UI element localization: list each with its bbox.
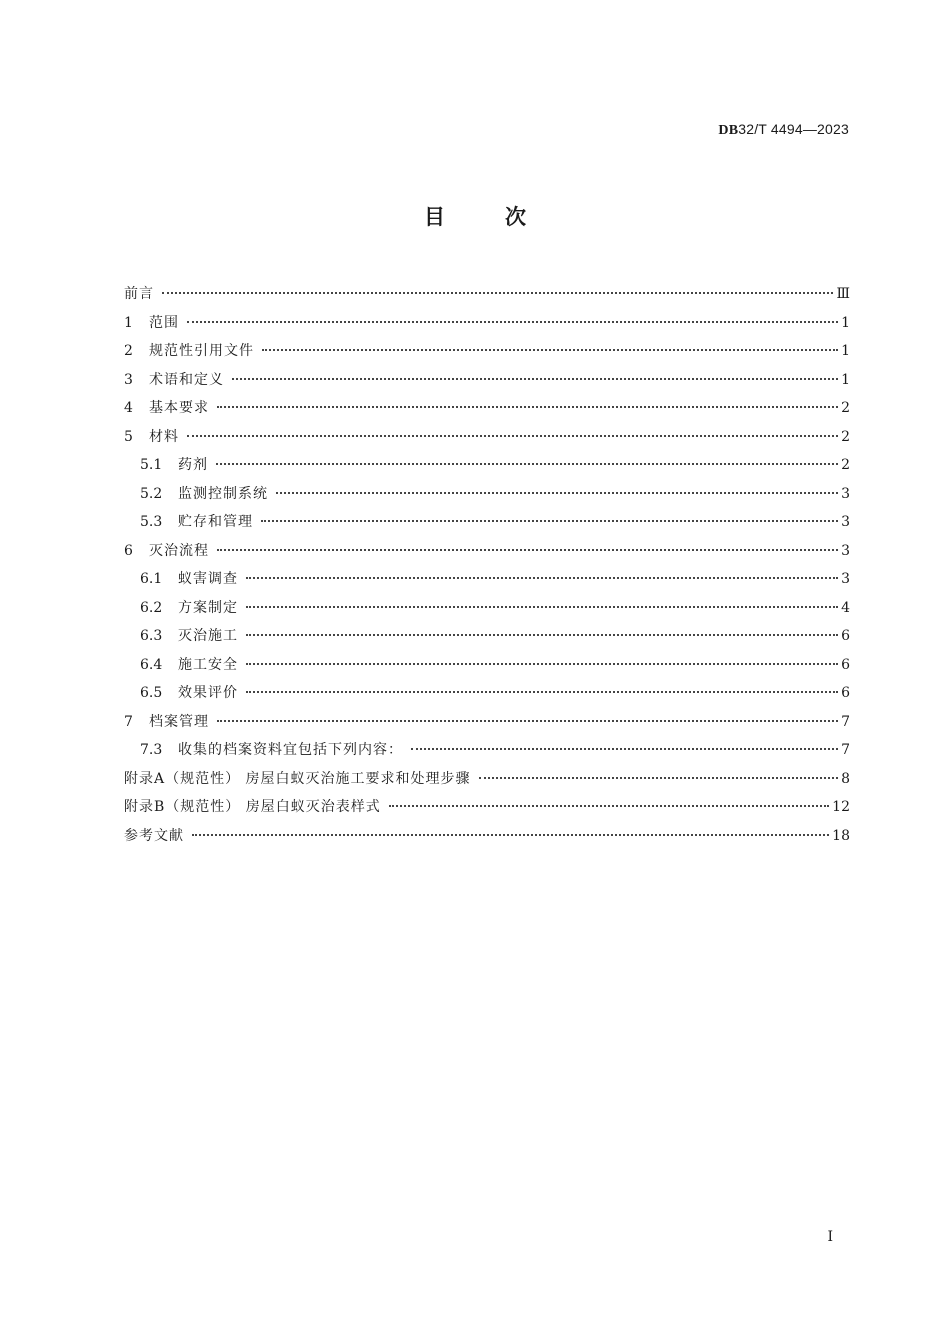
toc-entry-label: 收集的档案资料宜包括下列内容：: [178, 742, 403, 758]
toc-entry-label: 方案制定: [178, 599, 238, 616]
toc-entry[interactable]: [124, 508, 850, 537]
toc-entry[interactable]: [124, 537, 850, 566]
toc-entry[interactable]: [124, 480, 850, 509]
toc-entry-label: 基本要求: [149, 400, 209, 416]
toc-leader-dots: [411, 748, 838, 750]
toc-leader-dots: [192, 834, 829, 836]
toc-leader-dots: [246, 691, 838, 693]
toc-entry-number: 7.3: [140, 742, 163, 758]
toc-entry-page: 3: [841, 571, 850, 587]
toc-entry-label: 档案管理: [149, 713, 209, 730]
toc-leader-dots: [246, 577, 838, 579]
toc-entry[interactable]: [124, 651, 850, 680]
toc-leader-dots: [216, 463, 838, 465]
toc-entry-page: 1: [841, 343, 850, 359]
toc-leader-dots: [246, 663, 838, 665]
toc-entry-page: 6: [841, 685, 850, 701]
toc-entry-label: 术语和定义: [149, 371, 224, 388]
toc-entry-page: Ⅲ: [836, 286, 850, 302]
toc-leader-dots: [187, 435, 838, 437]
toc-entry-label: 参考文献: [124, 827, 184, 844]
toc-entry[interactable]: [124, 736, 850, 765]
toc-entry-label: 监测控制系统: [178, 485, 268, 502]
toc-entry-label: 范围: [149, 314, 179, 331]
toc-entry-number: 2: [124, 343, 133, 359]
toc-leader-dots: [246, 634, 838, 636]
toc-entry-label: 灭治施工: [178, 628, 238, 644]
toc-entry-number: 5.3: [140, 514, 163, 530]
toc-entry-label: 效果评价: [178, 685, 238, 701]
toc-entry-number: 6.2: [140, 599, 163, 616]
toc-entry-number: 5.2: [140, 485, 163, 502]
toc-entry-page: 2: [841, 428, 850, 445]
toc-leader-dots: [276, 492, 838, 494]
toc-entry[interactable]: [124, 765, 850, 794]
toc-entry[interactable]: [124, 622, 850, 651]
toc-entry-page: 4: [841, 599, 850, 616]
toc-entry-page: 2: [841, 400, 850, 416]
toc-leader-dots: [232, 378, 838, 380]
toc-entry-label: 规范性引用文件: [149, 343, 254, 359]
toc-entry-label: 施工安全: [178, 656, 238, 673]
toc-entry-label: 附录A（规范性） 房屋白蚁灭治施工要求和处理步骤: [124, 770, 471, 787]
table-of-contents: [124, 280, 850, 850]
document-code-prefix: DB: [718, 123, 739, 138]
toc-entry[interactable]: [124, 366, 850, 395]
toc-leader-dots: [389, 805, 829, 807]
toc-entry[interactable]: [124, 822, 850, 851]
toc-entry-number: 4: [124, 400, 133, 416]
toc-entry-number: 6.1: [140, 571, 163, 587]
toc-entry-number: 6: [124, 542, 133, 559]
toc-entry-page: 3: [841, 514, 850, 530]
toc-entry-label: 材料: [149, 428, 179, 445]
toc-entry-number: 6.5: [140, 685, 163, 701]
document-code-number: 32/T 4494—2023: [738, 121, 849, 137]
toc-leader-dots: [246, 606, 838, 608]
toc-entry-number: 7: [124, 713, 133, 730]
toc-leader-dots: [261, 520, 838, 522]
toc-entry[interactable]: [124, 423, 850, 452]
toc-entry-number: 1: [124, 314, 133, 331]
toc-entry-number: 3: [124, 371, 133, 388]
toc-leader-dots: [217, 720, 838, 722]
toc-entry-page: 3: [841, 542, 850, 559]
document-code: [718, 121, 849, 139]
toc-entry-page: 7: [841, 713, 850, 730]
toc-entry[interactable]: [124, 565, 850, 594]
toc-entry-page: 7: [841, 742, 850, 758]
toc-entry-page: 2: [841, 457, 850, 473]
toc-leader-dots: [187, 321, 838, 323]
toc-title: 目次: [424, 205, 586, 229]
toc-entry-page: 1: [841, 314, 850, 331]
toc-entry-page: 12: [832, 799, 850, 815]
toc-entry-number: 6.3: [140, 628, 163, 644]
toc-entry-page: 18: [832, 827, 850, 844]
toc-entry-page: 3: [841, 485, 850, 502]
toc-entry-page: 6: [841, 628, 850, 644]
toc-leader-dots: [162, 292, 833, 294]
toc-entry[interactable]: [124, 337, 850, 366]
toc-entry[interactable]: [124, 451, 850, 480]
page-number: I: [827, 1229, 833, 1245]
toc-entry[interactable]: [124, 309, 850, 338]
toc-leader-dots: [479, 777, 839, 779]
toc-entry-page: 6: [841, 656, 850, 673]
toc-leader-dots: [217, 406, 838, 408]
toc-entry-label: 附录B（规范性） 房屋白蚁灭治表样式: [124, 799, 381, 815]
toc-leader-dots: [262, 349, 838, 351]
toc-entry-label: 灭治流程: [149, 542, 209, 559]
toc-entry-label: 贮存和管理: [178, 514, 253, 530]
toc-entry[interactable]: [124, 594, 850, 623]
toc-entry[interactable]: [124, 708, 850, 737]
toc-leader-dots: [217, 549, 838, 551]
toc-entry-page: 8: [841, 770, 850, 787]
toc-entry-label: 药剂: [178, 457, 208, 473]
toc-entry-number: 5.1: [140, 457, 163, 473]
toc-entry[interactable]: [124, 280, 850, 309]
toc-entry-number: 5: [124, 428, 133, 445]
toc-entry-number: 6.4: [140, 656, 163, 673]
toc-entry-label: 蚁害调查: [178, 571, 238, 587]
toc-entry-page: 1: [841, 371, 850, 388]
toc-entry[interactable]: [124, 793, 850, 822]
toc-entry[interactable]: [124, 679, 850, 708]
toc-entry-label: 前言: [124, 286, 154, 302]
toc-entry[interactable]: [124, 394, 850, 423]
